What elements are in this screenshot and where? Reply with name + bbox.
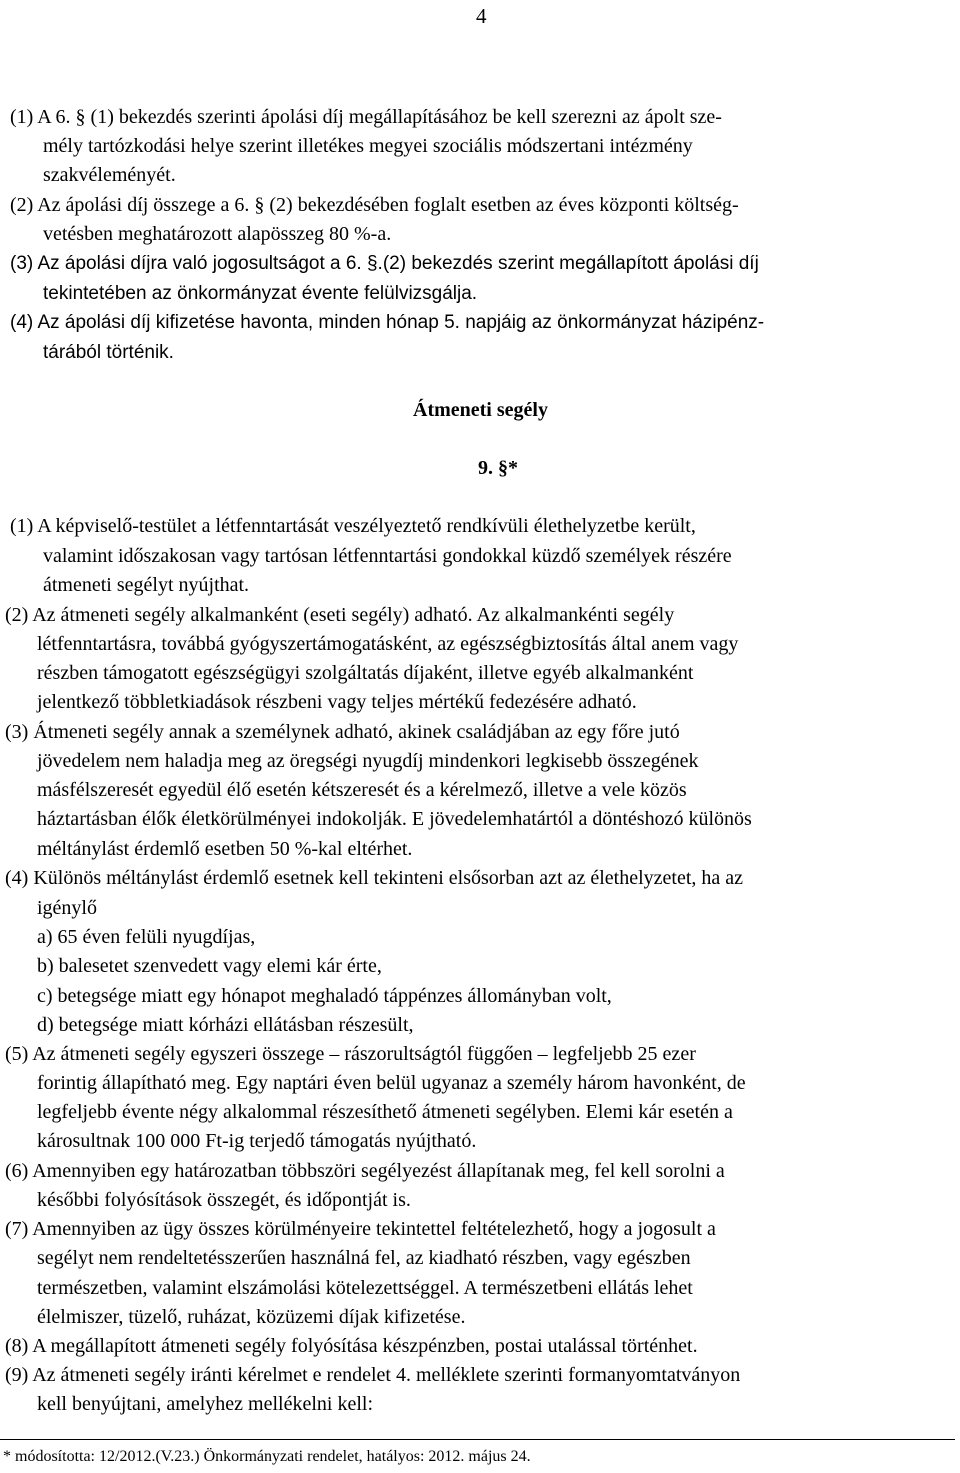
paragraph-line: valamint időszakosan vagy tartósan létfenntartási gondokkal küzdő személyek részére [43, 545, 732, 567]
paragraph-line: (3) Átmeneti segély annak a személynek adható, akinek családjában az egy főre jutó [5, 721, 680, 743]
paragraph-line: (4) Az ápolási díj kifizetése havonta, minden hónap 5. napjáig az önkormányzat házipénz- [10, 312, 765, 333]
paragraph-line: forintig állapítható meg. Egy naptári éven belül ugyanaz a személy három havonként, de [37, 1072, 746, 1094]
paragraph-line: létfenntartásra, továbbá gyógyszertámogatásként, az egészségbiztosítás által anem vagy [37, 633, 739, 655]
paragraph-line: (9) Az átmeneti segély iránti kérelmet e rendelet 4. melléklete szerinti formanyomtatványon [5, 1364, 741, 1386]
paragraph-line: (4) Különös méltánylást érdemlő esetnek kell tekinteni elsősorban azt az élethelyzetet, ha az [5, 867, 744, 889]
paragraph-line: (6) Amennyiben egy határozatban többszöri segélyezést állapítanak meg, fel kell sorolni a [5, 1160, 725, 1182]
paragraph-line: szakvéleményét. [43, 164, 176, 186]
list-item: b) balesetet szenvedett vagy elemi kár érte, [37, 955, 382, 977]
paragraph-line: (1) A képviselő-testület a létfenntartását veszélyeztető rendkívüli élethelyzetbe került, [10, 515, 696, 537]
list-item: c) betegsége miatt egy hónapot meghaladó táppénzes állományban volt, [37, 985, 612, 1007]
paragraph-line: segélyt nem rendeltetésszerűen használná fel, az kiadható részben, vagy egészben [37, 1247, 691, 1269]
page-number: 4 [476, 4, 487, 28]
paragraph-line: tárából történik. [43, 342, 174, 363]
list-item: a) 65 éven felüli nyugdíjas, [37, 926, 256, 948]
paragraph-line: későbbi folyósítások összegét, és időpontját is. [37, 1189, 411, 1211]
paragraph-line: vetésben meghatározott alapösszeg 80 %-a. [43, 223, 392, 245]
paragraph-line: jelentkező többletkiadások részbeni vagy teljes mértékű fedezésére adható. [37, 691, 637, 713]
paragraph-line: mély tartózkodási helye szerint illetékes megyei szociális módszertani intézmény [43, 135, 693, 157]
paragraph-line: (2) Az ápolási díj összege a 6. § (2) bekezdésében foglalt esetben az éves központi költség- [10, 194, 739, 216]
list-item: d) betegsége miatt kórházi ellátásban részesült, [37, 1014, 414, 1036]
paragraph-line: átmeneti segélyt nyújthat. [43, 574, 250, 596]
paragraph-line: legfeljebb évente négy alkalommal részesíthető átmeneti segélyben. Elemi kár esetén a [37, 1101, 733, 1123]
paragraph-line: méltánylást érdemlő esetben 50 %-kal eltérhet. [37, 838, 413, 860]
paragraph-line: természetben, valamint elszámolási kötelezettséggel. A természetbeni ellátás lehet [37, 1277, 693, 1299]
paragraph-line: igénylő [37, 897, 97, 919]
footnote: * módosította: 12/2012.(V.23.) Önkormányzati rendelet, hatályos: 2012. május 24. [3, 1448, 531, 1465]
paragraph-line: (7) Amennyiben az ügy összes körülményeire tekintettel feltételezhető, hogy a jogosult a [5, 1218, 716, 1240]
paragraph-line: másfélszeresét egyedül élő esetén kétszeresét és a kérelmező, illetve a vele közös [37, 779, 687, 801]
paragraph-line: részben támogatott egészségügyi szolgáltatás díjaként, illetve egyéb alkalmanként [37, 662, 694, 684]
paragraph-line: jövedelem nem haladja meg az öregségi nyugdíj mindenkori legkisebb összegének [37, 750, 699, 772]
paragraph-line: (3) Az ápolási díjra való jogosultságot a 6. §.(2) bekezdés szerint megállapított ápolási díj [10, 253, 759, 274]
paragraph-line: élelmiszer, tüzelő, ruházat, közüzemi díjak kifizetése. [37, 1306, 466, 1328]
paragraph-line: tekintetében az önkormányzat évente felülvizsgálja. [43, 283, 478, 304]
paragraph-line: károsultnak 100 000 Ft-ig terjedő támogatás nyújtható. [37, 1130, 477, 1152]
paragraph-line: (5) Az átmeneti segély egyszeri összege – rászorultságtól függően – legfeljebb 25 ezer [5, 1043, 696, 1065]
section-title: Átmeneti segély [413, 399, 548, 421]
paragraph-line: kell benyújtani, amelyhez mellékelni kell: [37, 1393, 373, 1415]
section-number: 9. §* [478, 457, 518, 479]
paragraph-line: (8) A megállapított átmeneti segély folyósítása készpénzben, postai utalással történhet. [5, 1335, 698, 1357]
footnote-separator [0, 1439, 955, 1440]
paragraph-line: (2) Az átmeneti segély alkalmanként (eseti segély) adható. Az alkalmankénti segély [5, 604, 675, 626]
paragraph-line: háztartásban élők életkörülményei indokolják. E jövedelemhatártól a döntéshozó különös [37, 808, 752, 830]
paragraph-line: (1) A 6. § (1) bekezdés szerinti ápolási díj megállapításához be kell szerezni az ápolt sze- [10, 106, 722, 128]
